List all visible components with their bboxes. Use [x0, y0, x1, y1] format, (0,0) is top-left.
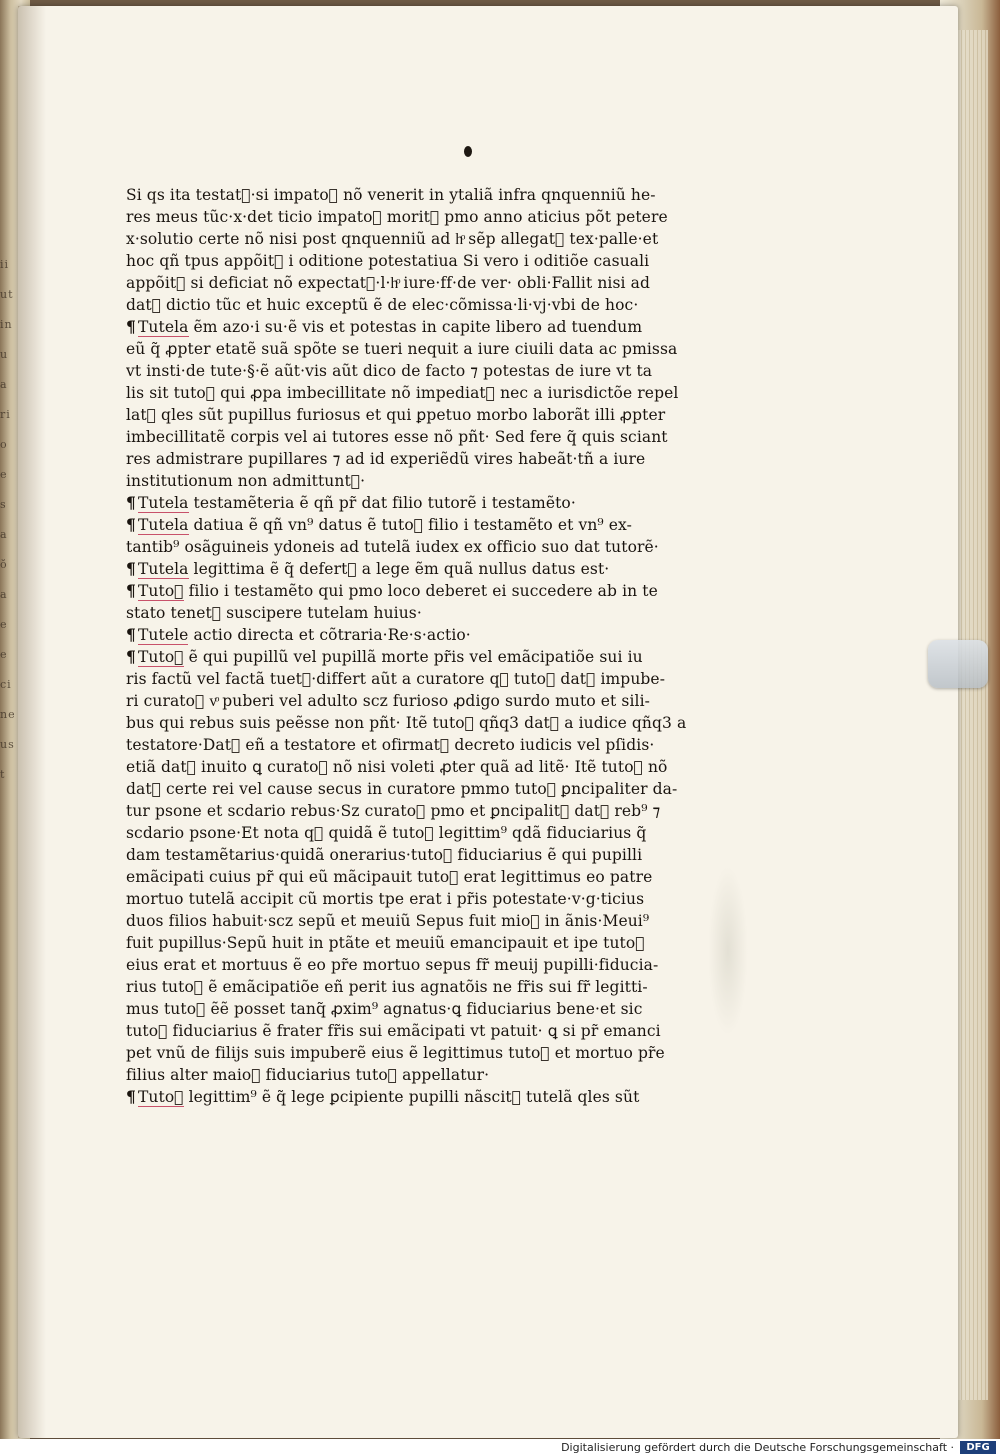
text-line	[126, 580, 726, 602]
text-line	[126, 800, 726, 822]
facing-page-fragment: a	[0, 528, 8, 541]
line-text: rius tuto᷑ ẽ emãcipatiõe eñ perit ius agnatõis ne fr̃is sui fr̃ legitti-	[126, 978, 648, 996]
facing-page-fragment: in	[0, 318, 13, 331]
text-line	[126, 492, 726, 514]
line-text: res meus tũc·x·det ticio impato᷑ morit᷑ pmo anno aticius põt petere	[126, 208, 668, 226]
pilcrow-mark: ¶	[126, 647, 136, 666]
facing-page-fragment: ci	[0, 678, 12, 691]
page-clip	[928, 640, 988, 688]
ink-mark	[464, 146, 472, 157]
facing-page-fragment: a	[0, 588, 8, 601]
rubricated-word: Tutele	[137, 626, 189, 644]
text-line	[126, 294, 726, 316]
line-text: datiua ẽ qñ vn⁹ datus ẽ tuto᷑ filio i testamẽto et vn⁹ ex-	[193, 516, 632, 534]
text-line	[126, 228, 726, 250]
footer-credit: Digitalisierung gefördert durch die Deutsche Forschungsgemeinschaft ·	[561, 1441, 954, 1454]
rubricated-word: Tutela	[137, 516, 189, 534]
line-text: mortuo tutelã accipit cũ mortis tpe erat i pr̃is potestate·v·g·ticius	[126, 890, 645, 908]
text-line	[126, 250, 726, 272]
line-text: tantib⁹ osãguineis ydoneis ad tutelã iudex ex officio suo dat tutorẽ·	[126, 538, 659, 556]
line-text: lis sit tuto᷑ qui ꝓpa imbecillitate nõ impediat᷑ nec a iurisdictõe repel	[126, 384, 679, 402]
line-text: eũ q̃ ꝓpter etatẽ suã spõte se tueri nequit a iure ciuili data ac pmissa	[126, 340, 678, 358]
line-text: ẽm azo·i su·ẽ vis et potestas in capite libero ad tuendum	[193, 318, 643, 336]
text-line	[126, 668, 726, 690]
line-text: tuto᷑ fiduciarius ẽ frater fr̃is sui emãcipati vt patuit· ꝗ si pr̃ emanci	[126, 1022, 661, 1040]
line-text: dat᷑ certe rei vel cause secus in curatore pmmo tuto᷑ ꝑncipaliter da-	[126, 780, 678, 798]
text-line	[126, 998, 726, 1020]
text-line	[126, 954, 726, 976]
facing-page-fragment: t	[0, 768, 6, 781]
line-text: vt insti·de tute·§·ẽ aũt·vis aũt dico de facto ⁊ potestas de iure vt ta	[126, 362, 653, 380]
text-line	[126, 206, 726, 228]
line-text: legittim⁹ ẽ q̃ lege ꝑcipiente pupilli nãscit᷑ tutelã qles sũt	[188, 1088, 640, 1106]
facing-page-fragment: e	[0, 468, 8, 481]
text-line	[126, 822, 726, 844]
text-line	[126, 646, 726, 668]
line-text: filius alter maio᷑ fiduciarius tuto᷑ appellatur·	[126, 1066, 490, 1084]
line-text: imbecillitatẽ corpis vel ai tutores esse nõ pñt· Sed fere q̃ quis sciant	[126, 428, 668, 446]
pilcrow-mark: ¶	[126, 559, 136, 578]
facing-page-fragment: o	[0, 438, 8, 451]
text-line	[126, 734, 726, 756]
text-line	[126, 976, 726, 998]
facing-page-fragment: a	[0, 378, 8, 391]
rubricated-word: Tuto᷑	[137, 582, 184, 600]
line-text: institutionum non admittunt᷑·	[126, 472, 366, 490]
rubricated-word: Tuto᷑	[137, 1088, 184, 1106]
line-text: ris factũ vel factã tuet᷑·differt aũt a curatore q᷑ tuto᷑ dat᷑ impube-	[126, 670, 666, 688]
line-text: ri curato᷑ vͦ puberi vel adulto scz furioso ꝓdigo surdo muto et sili-	[126, 692, 650, 710]
text-line	[126, 338, 726, 360]
text-line	[126, 1042, 726, 1064]
line-text: filio i testamẽto qui pmo loco deberet ei succedere ab in te	[188, 582, 658, 600]
line-text: Si qs ita testat᷑·si impato᷑ nõ venerit in ytaliã infra qnquenniũ he-	[126, 186, 656, 204]
text-line	[126, 844, 726, 866]
text-line	[126, 602, 726, 624]
line-text: duos filios habuit·scz sepũ et meuiũ Sepus fuit mio᷑ in ãnis·Meui⁹	[126, 912, 650, 930]
line-text: dat᷑ dictio tũc et huic exceptũ ẽ de elec·cõmissa·li·vj·vbi de hoc·	[126, 296, 639, 314]
facing-page-fragment: e	[0, 618, 8, 631]
line-text: ẽ qui pupillũ vel pupillã morte pr̃is vel emãcipatiõe sui iu	[188, 648, 643, 666]
line-text: lat᷑ qles sũt pupillus furiosus et qui ꝑpetuo morbo laborãt illi ꝓpter	[126, 406, 666, 424]
pilcrow-mark: ¶	[126, 581, 136, 600]
text-line	[126, 272, 726, 294]
pilcrow-mark: ¶	[126, 493, 136, 512]
facing-page-fragment: ii	[0, 258, 10, 271]
facing-page-fragment: ut	[0, 288, 14, 301]
text-line	[126, 866, 726, 888]
text-line	[126, 448, 726, 470]
line-text: scdario psone·Et nota q᷑ quidã ẽ tuto᷑ legittim⁹ qdã fiduciarius q̃	[126, 824, 647, 842]
pilcrow-mark: ¶	[126, 317, 136, 336]
text-line	[126, 426, 726, 448]
line-text: dam testamẽtarius·quidã onerarius·tuto᷑ fiduciarius ẽ qui pupilli	[126, 846, 643, 864]
rubricated-word: Tuto᷑	[137, 648, 184, 666]
facing-page-fragment: s	[0, 498, 7, 511]
text-line	[126, 360, 726, 382]
facing-page-fragment: ŏ	[0, 558, 8, 571]
rubricated-word: Tutela	[137, 560, 189, 578]
line-text: bus qui rebus suis peẽsse non pñt· Itẽ tuto᷑ qñq3 dat᷑ a iudice qñq3 a	[126, 714, 687, 732]
page-stack-edges	[958, 30, 988, 1400]
line-text: mus tuto᷑ ẽẽ posset tanq̃ ꝓxim⁹ agnatus·ꝗ fiduciarius bene·et sic	[126, 1000, 643, 1018]
facing-page-fragment: ne	[0, 708, 16, 721]
text-line	[126, 404, 726, 426]
line-text: eius erat et mortuus ẽ eo pr̃e mortuo sepus fr̃ meuij pupilli·fiducia-	[126, 956, 659, 974]
pilcrow-mark: ¶	[126, 515, 136, 534]
text-line	[126, 624, 726, 646]
line-text: legittima ẽ q̃ defert᷑ a lege ẽm quã nullus datus est·	[193, 560, 610, 578]
line-text: tur psone et scdario rebus·Sz curato᷑ pmo et ꝑncipalit᷑ dat᷑ reb⁹ ⁊	[126, 802, 661, 820]
rubricated-word: Tutela	[137, 318, 189, 336]
facing-page-fragment: u	[0, 348, 9, 361]
rubricated-word: Tutela	[137, 494, 189, 512]
text-line	[126, 712, 726, 734]
text-line	[126, 778, 726, 800]
dfg-logo: DFG	[960, 1441, 996, 1454]
text-line	[126, 470, 726, 492]
facing-page-fragment: us	[0, 738, 15, 751]
text-block	[126, 184, 726, 1108]
text-line	[126, 910, 726, 932]
footer-bar	[0, 1439, 1000, 1455]
line-text: x·solutio certe nõ nisi post qnquenniũ ad hͦ sẽp allegat᷑ tex·palle·et	[126, 230, 659, 248]
facing-page-fragment: ri	[0, 408, 11, 421]
line-text: appõit᷑ si deficiat nõ expectat᷑·l·hͦ iure·ff·de ver· obli·Fallit nisi ad	[126, 274, 650, 292]
text-line	[126, 184, 726, 206]
line-text: actio directa et cõtraria·Re·s·actio·	[193, 626, 471, 644]
line-text: stato tenet᷑ suscipere tutelam huius·	[126, 604, 422, 622]
text-line	[126, 558, 726, 580]
line-text: testatore·Dat᷑ eñ a testatore et ofirmat᷑ decreto iudicis vel pſidis·	[126, 736, 655, 754]
text-line	[126, 514, 726, 536]
line-text: fuit pupillus·Sepũ huit in ptãte et meuiũ emancipauit et ipe tuto᷑	[126, 934, 645, 952]
pilcrow-mark: ¶	[126, 625, 136, 644]
text-line	[126, 690, 726, 712]
text-line	[126, 888, 726, 910]
text-line	[126, 1086, 726, 1108]
text-line	[126, 756, 726, 778]
text-line	[126, 932, 726, 954]
text-line	[126, 1064, 726, 1086]
text-line	[126, 1020, 726, 1042]
line-text: res admistrare pupillares ⁊ ad id experiẽdũ vires habeãt·tñ a iure	[126, 450, 646, 468]
line-text: pet vnũ de filijs suis impuberẽ eius ẽ legittimus tuto᷑ et mortuo pr̃e	[126, 1044, 665, 1062]
line-text: emãcipati cuius pr̃ qui eũ mãcipauit tuto᷑ erat legittimus eo patre	[126, 868, 653, 886]
line-text: etiã dat᷑ inuito ꝗ curato᷑ nõ nisi voleti ꝓter quã ad litẽ· Itẽ tuto᷑ nõ	[126, 758, 668, 776]
facing-page-fragment: e	[0, 648, 8, 661]
text-line	[126, 382, 726, 404]
text-line	[126, 316, 726, 338]
pilcrow-mark: ¶	[126, 1087, 136, 1106]
line-text: testamẽteria ẽ qñ pr̃ dat filio tutorẽ i testamẽto·	[193, 494, 576, 512]
text-line	[126, 536, 726, 558]
line-text: hoc qñ tpus appõit᷑ i oditione potestatiua Si vero i oditiõe casuali	[126, 252, 650, 270]
